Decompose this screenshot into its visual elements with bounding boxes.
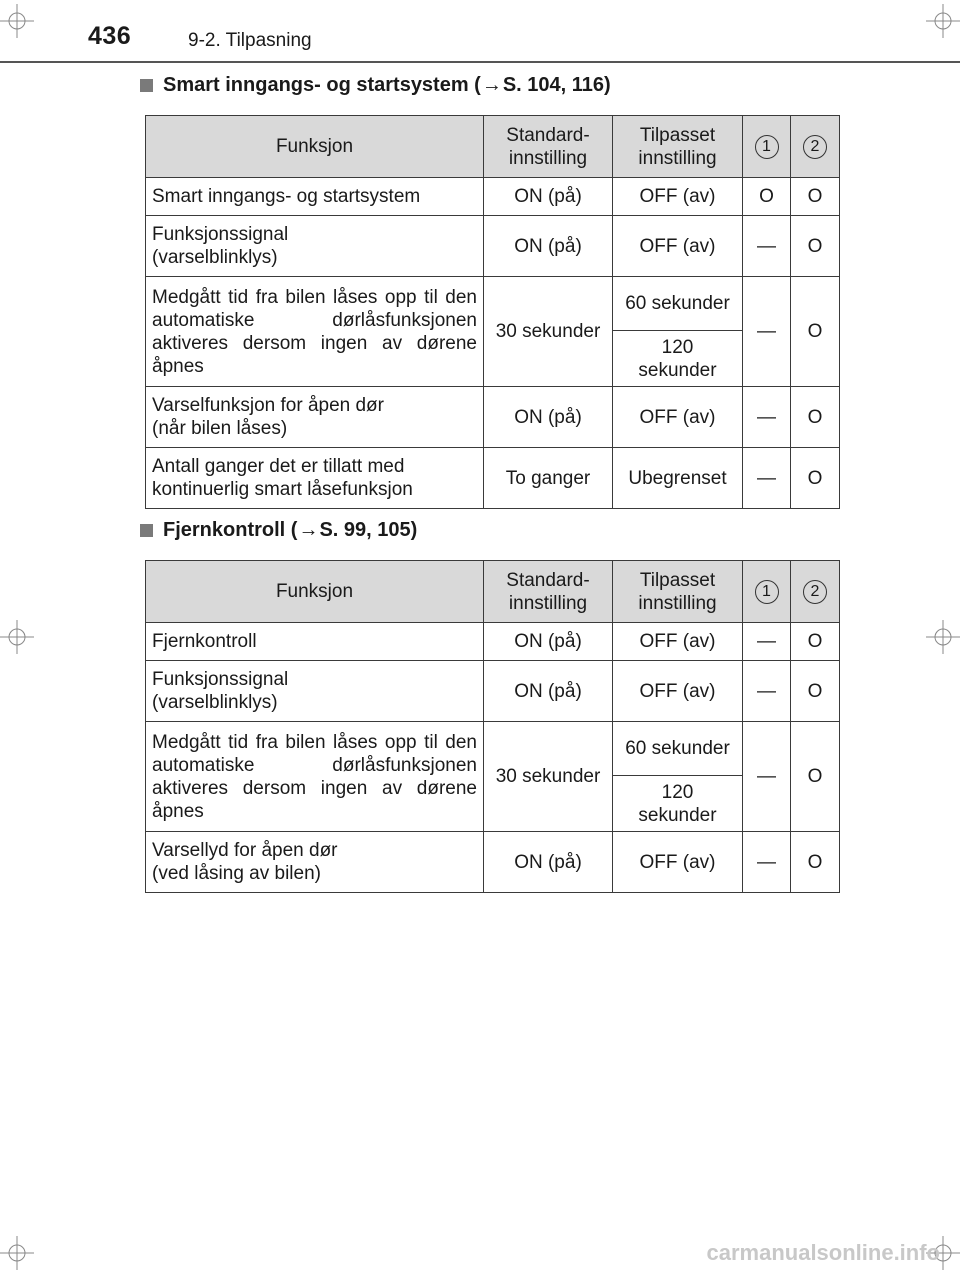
crop-mark-icon — [926, 4, 960, 38]
heading-text: Fjernkontroll ( — [163, 519, 298, 541]
remote-table — [145, 560, 840, 893]
cell-function: Antall ganger det er tillatt med kontinuerlig smart låsefunksjon — [146, 448, 484, 509]
col-header-custom: Tilpasset innstilling — [613, 116, 743, 178]
page-number: 436 — [88, 22, 132, 50]
circled-number-icon: 1 — [755, 135, 779, 159]
cell-custom: 120 sekunder — [613, 776, 743, 832]
cell-standard: ON (på) — [484, 216, 613, 277]
cell-standard: ON (på) — [484, 832, 613, 893]
table-row — [146, 216, 840, 277]
cell-function: Medgått tid fra bilen låses opp til den automatiske dørlåsfunksjonen aktiveres dersom ingen av dørene åpnes — [146, 722, 484, 832]
cell-col1: — — [743, 216, 791, 277]
cell-function: Funksjonssignal (varselblinklys) — [146, 216, 484, 277]
cell-standard: ON (på) — [484, 387, 613, 448]
cell-custom: 120 sekunder — [613, 331, 743, 387]
col-header-standard: Standard- innstilling — [484, 561, 613, 623]
cell-custom: 60 sekunder — [613, 277, 743, 331]
cell-standard: ON (på) — [484, 661, 613, 722]
cell-custom: Ubegrenset — [613, 448, 743, 509]
square-bullet-icon — [140, 79, 153, 92]
circled-number-icon: 2 — [803, 135, 827, 159]
watermark: carmanualsonline.info — [706, 1240, 940, 1265]
cell-custom: OFF (av) — [613, 216, 743, 277]
cell-function: Medgått tid fra bilen låses opp til den automatiske dørlåsfunksjonen aktiveres dersom ingen av dørene åpnes — [146, 277, 484, 387]
heading-ref: S. 104, 116) — [502, 74, 611, 96]
heading-text: Smart inngangs- og startsystem ( — [163, 74, 481, 96]
table-row — [146, 661, 840, 722]
cell-col2: O — [791, 832, 840, 893]
cell-col1: — — [743, 448, 791, 509]
cell-function: Smart inngangs- og startsystem — [146, 178, 484, 216]
smart-entry-table — [145, 115, 840, 509]
circled-number-icon: 1 — [755, 580, 779, 604]
chapter-title: 9-2. Tilpasning — [188, 30, 312, 51]
cell-col1: — — [743, 722, 791, 832]
cell-function: Fjernkontroll — [146, 623, 484, 661]
crop-mark-icon — [0, 620, 34, 654]
cell-function: Varselfunksjon for åpen dør (når bilen låses) — [146, 387, 484, 448]
cell-col2: O — [791, 387, 840, 448]
cell-custom: OFF (av) — [613, 623, 743, 661]
header-divider — [0, 61, 960, 63]
table-row — [146, 722, 840, 776]
cell-col2: O — [791, 277, 840, 387]
cell-col1: — — [743, 387, 791, 448]
heading-ref: S. 99, 105) — [319, 519, 418, 541]
cell-col2: O — [791, 722, 840, 832]
table-header-row — [146, 561, 840, 623]
square-bullet-icon — [140, 524, 153, 537]
cell-custom: 60 sekunder — [613, 722, 743, 776]
cell-col2: O — [791, 448, 840, 509]
table-row — [146, 387, 840, 448]
cell-custom: OFF (av) — [613, 178, 743, 216]
cell-standard: To ganger — [484, 448, 613, 509]
cell-standard: 30 sekunder — [484, 277, 613, 387]
col-header-custom: Tilpasset innstilling — [613, 561, 743, 623]
cell-col1: — — [743, 623, 791, 661]
section-heading-smart-entry — [140, 74, 611, 97]
col-header-1 — [743, 561, 791, 623]
cell-col2: O — [791, 216, 840, 277]
cell-col1: — — [743, 661, 791, 722]
table-row — [146, 178, 840, 216]
table-row — [146, 832, 840, 893]
col-header-2 — [791, 561, 840, 623]
crop-mark-icon — [0, 1236, 34, 1270]
crop-mark-icon — [0, 4, 34, 38]
crop-mark-icon — [926, 620, 960, 654]
arrow-icon: → — [481, 74, 502, 96]
col-header-1 — [743, 116, 791, 178]
table-row — [146, 277, 840, 331]
cell-function: Funksjonssignal (varselblinklys) — [146, 661, 484, 722]
cell-col1: — — [743, 832, 791, 893]
cell-custom: OFF (av) — [613, 387, 743, 448]
cell-col2: O — [791, 178, 840, 216]
cell-standard: ON (på) — [484, 178, 613, 216]
col-header-standard: Standard- innstilling — [484, 116, 613, 178]
cell-custom: OFF (av) — [613, 832, 743, 893]
cell-col2: O — [791, 661, 840, 722]
cell-col1: — — [743, 277, 791, 387]
col-header-function: Funksjon — [146, 116, 484, 178]
cell-function: Varsellyd for åpen dør (ved låsing av bilen) — [146, 832, 484, 893]
circled-number-icon: 2 — [803, 580, 827, 604]
col-header-2 — [791, 116, 840, 178]
cell-standard: 30 sekunder — [484, 722, 613, 832]
cell-col2: O — [791, 623, 840, 661]
arrow-icon: → — [298, 519, 319, 541]
table-header-row — [146, 116, 840, 178]
table-row — [146, 448, 840, 509]
cell-col1: O — [743, 178, 791, 216]
col-header-function: Funksjon — [146, 561, 484, 623]
section-heading-remote — [140, 519, 417, 542]
cell-custom: OFF (av) — [613, 661, 743, 722]
cell-standard: ON (på) — [484, 623, 613, 661]
table-row — [146, 623, 840, 661]
